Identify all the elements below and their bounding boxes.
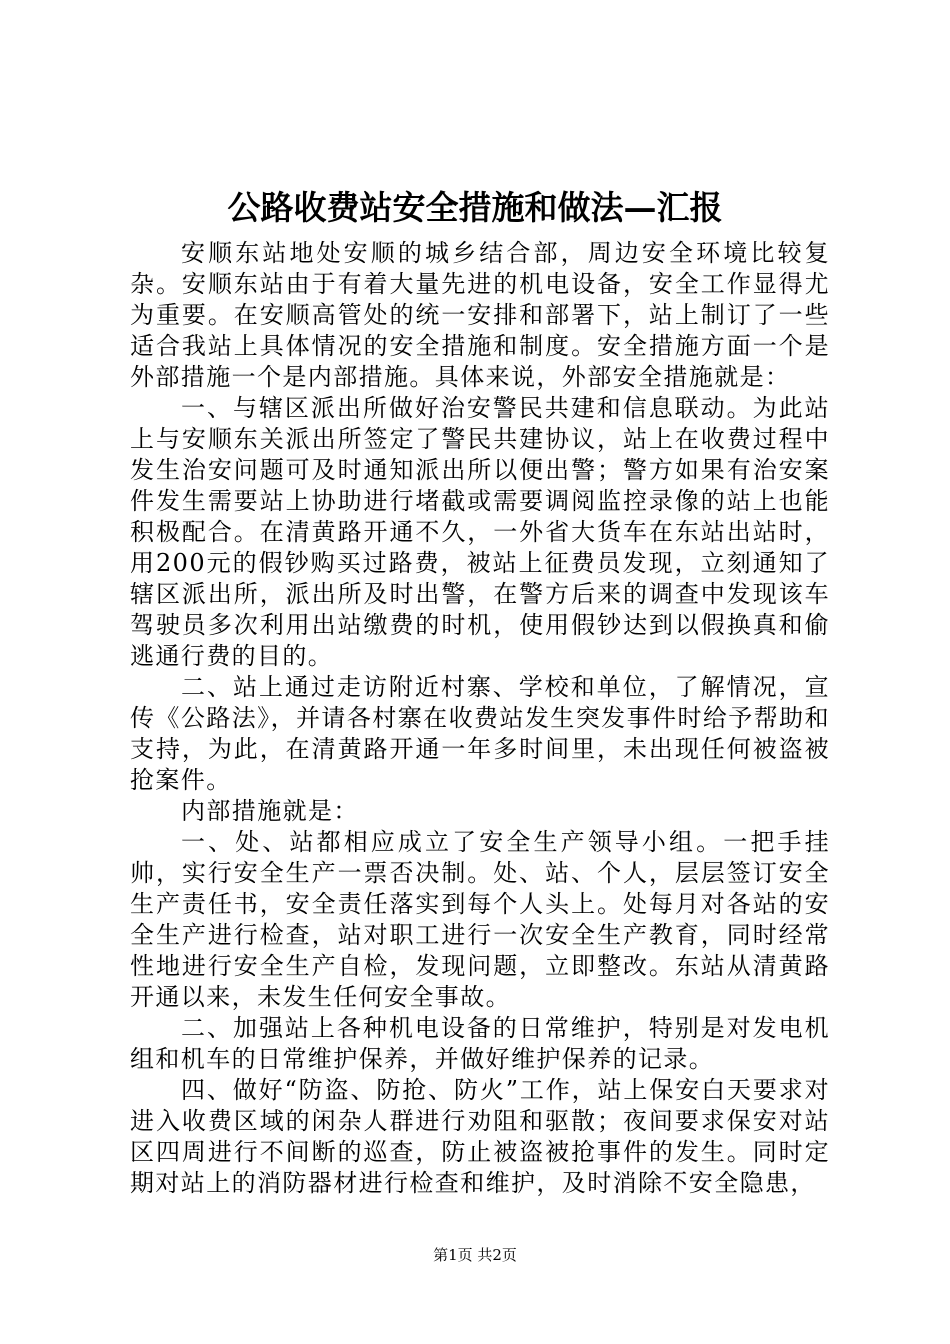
body-paragraph: 一、处、站都相应成立了安全生产领导小组。一把手挂帅，实行安全生产一票否决制。处、站、个人，层层签订安全生产责任书，安全责任落实到每个人头上。处每月对各站的安全生产进行检查，站对职工进行一次安全生产教育，同时经常性地进行安全生产自检，发现问题，立即整改。东站从清黄路开通以来，未发生任何安全事故。 — [130, 828, 830, 1011]
body-paragraph: 二、加强站上各种机电设备的日常维护，特别是对发电机组和机车的日常维护保养，并做好维护保养的记录。 — [130, 1014, 830, 1073]
document-body — [130, 238, 830, 1199]
body-paragraph: 一、与辖区派出所做好治安警民共建和信息联动。为此站上与安顺东关派出所签定了警民共建协议，站上在收费过程中发生治安问题可及时通知派出所以便出警；警方如果有治安案件发生需要站上协助进行堵截或需要调阅监控录像的站上也能积极配合。在清黄路开通不久，一外省大货车在东站出站时，用200元的假钞购买过路费，被站上征费员发现，立刻通知了辖区派出所，派出所及时出警，在警方后来的调查中发现该车驾驶员多次利用出站缴费的时机，使用假钞达到以假换真和偷逃通行费的目的。 — [130, 394, 830, 670]
document-title: 公路收费站安全措施和做法—汇报 — [227, 188, 723, 227]
body-paragraph: 四、做好“防盗、防抢、防火”工作，站上保安白天要求对进入收费区域的闲杂人群进行劝阻和驱散；夜间要求保安对站区四周进行不间断的巡查，防止被盗被抢事件的发生。同时定期对站上的消防器材进行检查和维护，及时消除不安全隐患， — [130, 1076, 830, 1197]
page-number-footer: 第1页 共2页 — [433, 1246, 517, 1264]
body-paragraph: 内部措施就是： — [181, 797, 359, 825]
body-paragraph: 安顺东站地处安顺的城乡结合部，周边安全环境比较复杂。安顺东站由于有着大量先进的机电设备，安全工作显得尤为重要。在安顺高管处的统一安排和部署下，站上制订了一些适合我站上具体情况的安全措施和制度。安全措施方面一个是外部措施一个是内部措施。具体来说，外部安全措施就是： — [130, 239, 830, 391]
body-paragraph: 二、站上通过走访附近村寨、学校和单位，了解情况，宣传《公路法》，并请各村寨在收费站发生突发事件时给予帮助和支持，为此，在清黄路开通一年多时间里，未出现任何被盗被抢案件。 — [130, 673, 830, 794]
